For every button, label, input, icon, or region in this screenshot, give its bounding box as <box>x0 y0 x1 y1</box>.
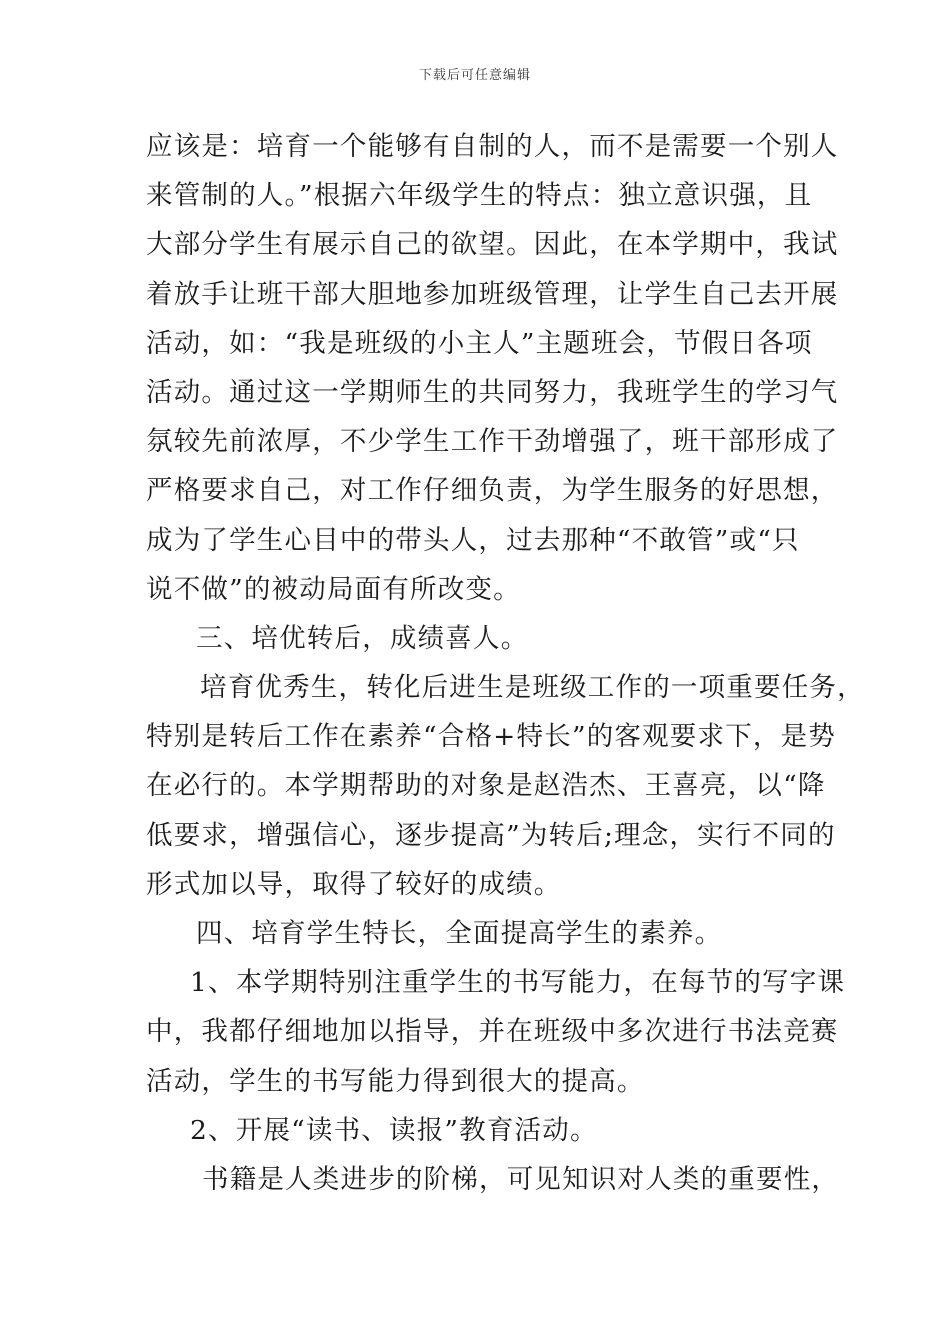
paragraph-line: 在必行的。本学期帮助的对象是赵浩杰、王喜亮，以“降 <box>146 770 826 802</box>
paragraph-line: 应该是：培育一个能够有自制的人，而不是需要一个别人 <box>146 131 839 162</box>
paragraph-line: 着放手让班干部大胆地参加班级管理，让学生自己去开展 <box>146 278 839 310</box>
page-header: 下载后可任意编辑 <box>418 68 531 83</box>
paragraph-line: 氛较先前浓厚，不少学生工作干劲增强了，班干部形成了 <box>146 426 839 458</box>
paragraph-line: 成为了学生心目中的带头人，过去那种“不敢管”或“只 <box>146 524 800 556</box>
paragraph-line: 说不做”的被动局面有所改变。 <box>146 573 521 605</box>
paragraph-line: 严格要求自己，对工作仔细负责，为学生服务的好思想， <box>146 475 839 507</box>
paragraph-line: 活动，如：“我是班级的小主人”主题班会，节假日各项 <box>146 327 813 359</box>
paragraph-line: 中，我都仔细地加以指导，并在班级中多次进行书法竞赛 <box>146 1016 839 1048</box>
paragraph-line: 大部分学生有展示自己的欲望。因此，在本学期中，我试 <box>146 229 839 261</box>
paragraph-line: 低要求，增强信心，逐步提高”为转后;理念，实行不同的 <box>146 819 836 851</box>
paragraph-line: 特别是转后工作在素养“合格+特长”的客观要求下，是势 <box>146 721 836 753</box>
paragraph-line: 活动。通过这一学期师生的共同努力，我班学生的学习气 <box>146 376 839 408</box>
paragraph-line: 2、开展“读书、读报”教育活动。 <box>190 1114 598 1146</box>
paragraph-line: 书籍是人类进步的阶梯，可见知识对人类的重要性， <box>202 1163 840 1195</box>
document-body <box>146 122 865 1204</box>
paragraph-line: 形式加以导，取得了较好的成绩。 <box>146 868 562 900</box>
section-heading: 三、培优转后，成绩喜人。 <box>196 622 529 654</box>
paragraph-line: 来管制的人。”根据六年级学生的特点：独立意识强，且 <box>146 180 813 212</box>
paragraph-line: 1、本学期特别注重学生的书写能力，在每节的写字课 <box>190 967 846 999</box>
paragraph-line: 活动，学生的书写能力得到很大的提高。 <box>146 1065 645 1097</box>
section-heading: 四、培育学生特长，全面提高学生的素养。 <box>196 918 723 949</box>
paragraph-line: 培育优秀生，转化后进生是班级工作的一项重要任务， <box>200 672 865 704</box>
